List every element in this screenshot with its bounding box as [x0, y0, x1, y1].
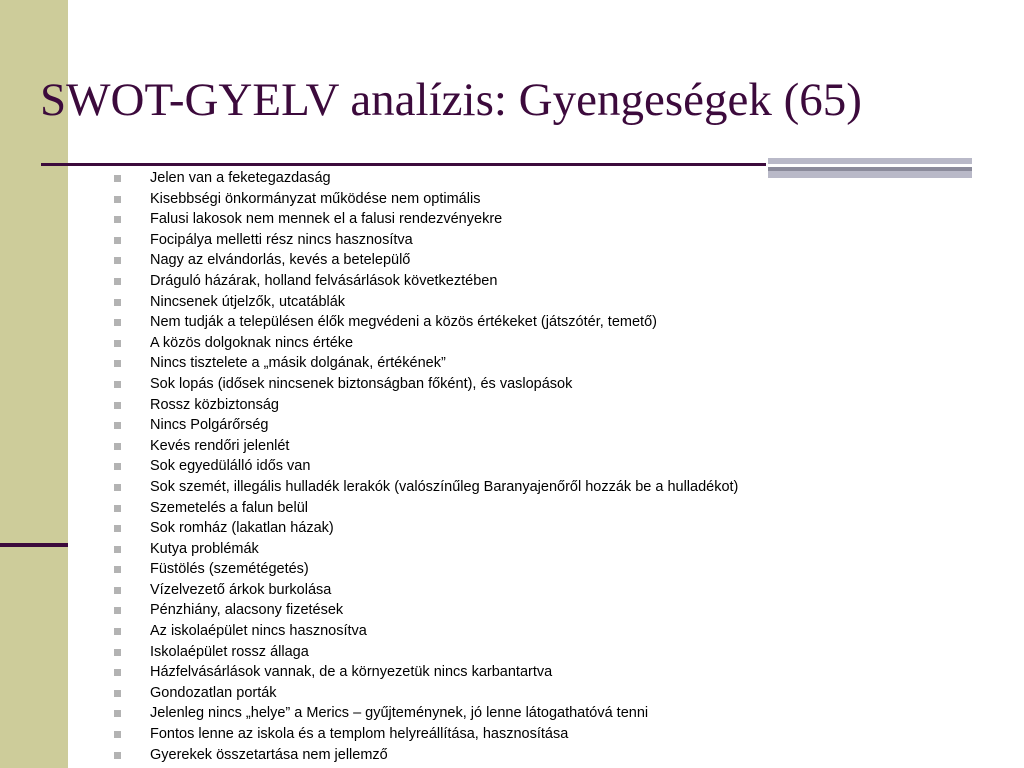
bullet-text: Vízelvezető árkok burkolása — [150, 581, 332, 598]
square-bullet-icon — [114, 525, 121, 532]
bullet-text: Nem tudják a településen élők megvédeni a közös értékeket (játszótér, temető) — [150, 314, 657, 331]
bullet-text: Nincs tisztelete a „másik dolgának, értékének” — [150, 355, 446, 372]
square-bullet-icon — [114, 649, 121, 656]
slide-title: SWOT-GYELV analízis: Gyengeségek (65) — [40, 74, 862, 126]
square-bullet-icon — [114, 175, 121, 182]
bullet-text: Sok egyedülálló idős van — [150, 458, 311, 475]
bullet-text: Dráguló házárak, holland felvásárlások következtében — [150, 272, 498, 289]
square-bullet-icon — [114, 216, 121, 223]
square-bullet-icon — [114, 505, 121, 512]
bullet-text: Az iskolaépület nincs hasznosítva — [150, 623, 367, 640]
square-bullet-icon — [114, 381, 121, 388]
square-bullet-icon — [114, 752, 121, 759]
square-bullet-icon — [114, 196, 121, 203]
bullet-text: Pénzhiány, alacsony fizetések — [150, 602, 344, 619]
bullet-text: Gyerekek összetartása nem jellemző — [150, 746, 388, 763]
bullet-text: Falusi lakosok nem mennek el a falusi rendezvényekre — [150, 211, 503, 228]
bullet-text: Nincsenek útjelzők, utcatáblák — [150, 293, 346, 310]
bullet-text: Rossz közbiztonság — [150, 396, 279, 413]
square-bullet-icon — [114, 299, 121, 306]
square-bullet-icon — [114, 587, 121, 594]
decorative-bars — [768, 158, 972, 178]
square-bullet-icon — [114, 628, 121, 635]
decorative-bar-bottom — [768, 171, 972, 178]
title-underline — [41, 163, 766, 166]
bullet-text: Nagy az elvándorlás, kevés a betelepülő — [150, 252, 411, 269]
square-bullet-icon — [114, 607, 121, 614]
bullet-text: Kevés rendőri jelenlét — [150, 437, 290, 454]
bullet-text: A közös dolgoknak nincs értéke — [150, 334, 354, 351]
bullet-text: Szemetelés a falun belül — [150, 499, 308, 516]
square-bullet-icon — [114, 669, 121, 676]
bullet-text: Kutya problémák — [150, 540, 259, 557]
bullet-text: Füstölés (szemétégetés) — [150, 561, 309, 578]
bullet-text: Gondozatlan porták — [150, 684, 277, 701]
bullet-text: Nincs Polgárőrség — [150, 417, 269, 434]
square-bullet-icon — [114, 402, 121, 409]
square-bullet-icon — [114, 237, 121, 244]
square-bullet-icon — [114, 731, 121, 738]
square-bullet-icon — [114, 690, 121, 697]
square-bullet-icon — [114, 360, 121, 367]
square-bullet-icon — [114, 546, 121, 553]
square-bullet-icon — [114, 463, 121, 470]
bullet-text: Sok lopás (idősek nincsenek biztonságban főként), és vaslopások — [150, 375, 573, 392]
square-bullet-icon — [114, 257, 121, 264]
square-bullet-icon — [114, 443, 121, 450]
square-bullet-icon — [114, 484, 121, 491]
bullet-text: Sok szemét, illegális hulladék lerakók (valószínűleg Baranyajenőről hozzák be a hulladékot) — [150, 478, 739, 495]
square-bullet-icon — [114, 710, 121, 717]
square-bullet-icon — [114, 278, 121, 285]
bullet-text: Fontos lenne az iskola és a templom helyreállítása, hasznosítása — [150, 726, 569, 743]
left-accent-bar — [0, 543, 68, 547]
bullet-text: Kisebbségi önkormányzat működése nem optimális — [150, 190, 481, 207]
square-bullet-icon — [114, 422, 121, 429]
bullet-text: Focipálya melletti rész nincs hasznosítva — [150, 231, 413, 248]
bullet-text: Házfelvásárlások vannak, de a környezetük nincs karbantartva — [150, 664, 553, 681]
square-bullet-icon — [114, 566, 121, 573]
square-bullet-icon — [114, 340, 121, 347]
bullet-text: Jelen van a feketegazdaság — [150, 170, 331, 186]
bullet-text: Sok romház (lakatlan házak) — [150, 520, 334, 537]
bullet-text: Jelenleg nincs „helye” a Merics – gyűjteménynek, jó lenne látogathatóvá tenni — [150, 705, 649, 722]
square-bullet-icon — [114, 319, 121, 326]
bullet-text: Iskolaépület rossz állaga — [150, 643, 309, 660]
